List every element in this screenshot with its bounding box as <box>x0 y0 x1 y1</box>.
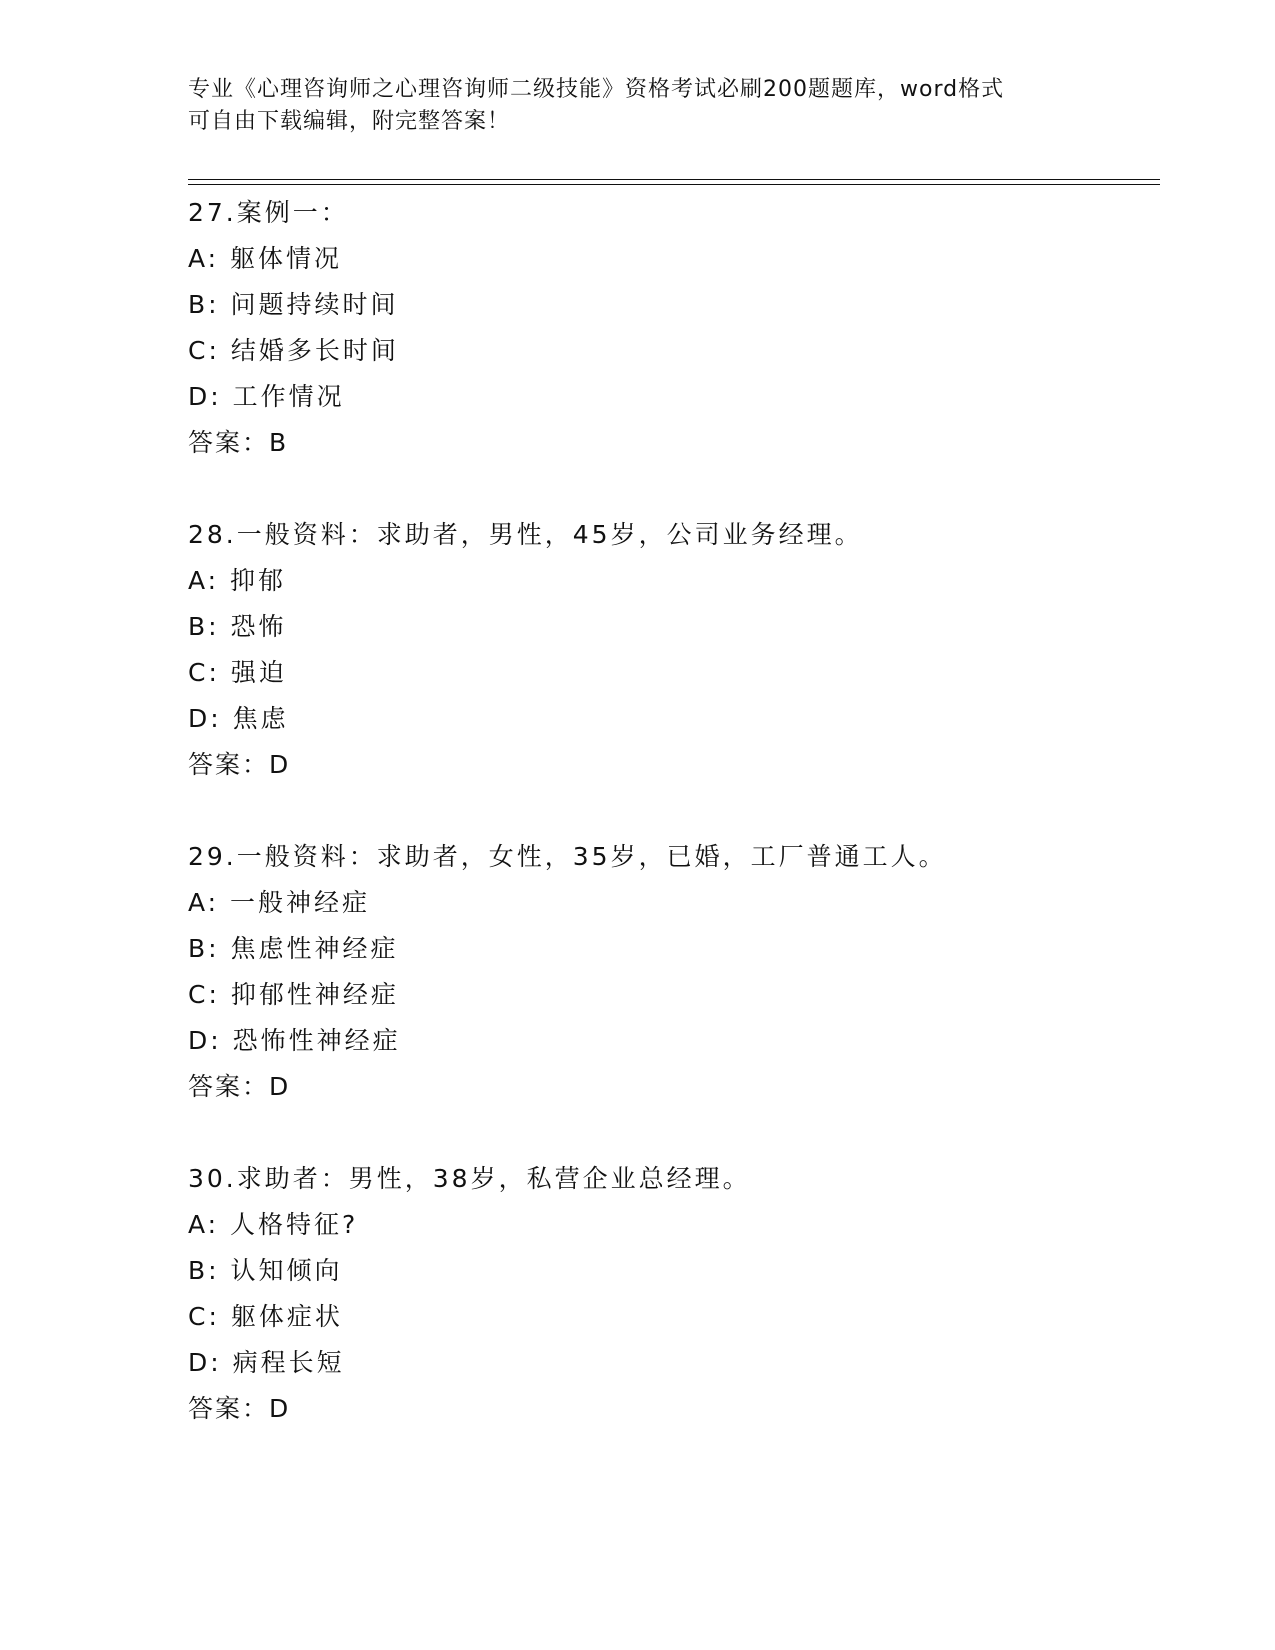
option-b: B: 焦虑性神经症 <box>188 934 399 963</box>
question-29 <box>188 834 1168 1110</box>
question-list <box>188 190 1168 1478</box>
question-30 <box>188 1156 1168 1432</box>
option-b: B: 问题持续时间 <box>188 290 399 319</box>
question-28 <box>188 512 1168 788</box>
answer: 答案：D <box>188 1072 291 1101</box>
answer: 答案：B <box>188 428 289 457</box>
header-divider-top <box>188 179 1160 180</box>
question-27 <box>188 190 1168 466</box>
option-d: D: 恐怖性神经症 <box>188 1026 401 1055</box>
header-divider-bottom <box>188 184 1160 185</box>
answer: 答案：D <box>188 1394 291 1423</box>
answer: 答案：D <box>188 750 291 779</box>
question-stem: 29.一般资料：求助者，女性，35岁，已婚，工厂普通工人。 <box>188 842 947 871</box>
document-header <box>188 74 1088 138</box>
option-c: C: 抑郁性神经症 <box>188 980 399 1009</box>
header-line-1: 专业《心理咨询师之心理咨询师二级技能》资格考试必刷200题题库，word格式 <box>188 77 1005 102</box>
question-stem: 27.案例一： <box>188 198 349 227</box>
option-c: C: 躯体症状 <box>188 1302 343 1331</box>
option-d: D: 工作情况 <box>188 382 345 411</box>
option-c: C: 强迫 <box>188 658 287 687</box>
option-b: B: 认知倾向 <box>188 1256 343 1285</box>
option-b: B: 恐怖 <box>188 612 287 641</box>
option-a: A: 人格特征? <box>188 1210 359 1239</box>
header-line-2: 可自由下载编辑，附完整答案！ <box>188 109 511 134</box>
option-d: D: 焦虑 <box>188 704 289 733</box>
question-stem: 28.一般资料：求助者，男性，45岁，公司业务经理。 <box>188 520 863 549</box>
option-a: A: 一般神经症 <box>188 888 371 917</box>
option-a: A: 躯体情况 <box>188 244 343 273</box>
option-a: A: 抑郁 <box>188 566 287 595</box>
option-c: C: 结婚多长时间 <box>188 336 399 365</box>
option-d: D: 病程长短 <box>188 1348 345 1377</box>
question-stem: 30.求助者：男性，38岁，私营企业总经理。 <box>188 1164 751 1193</box>
